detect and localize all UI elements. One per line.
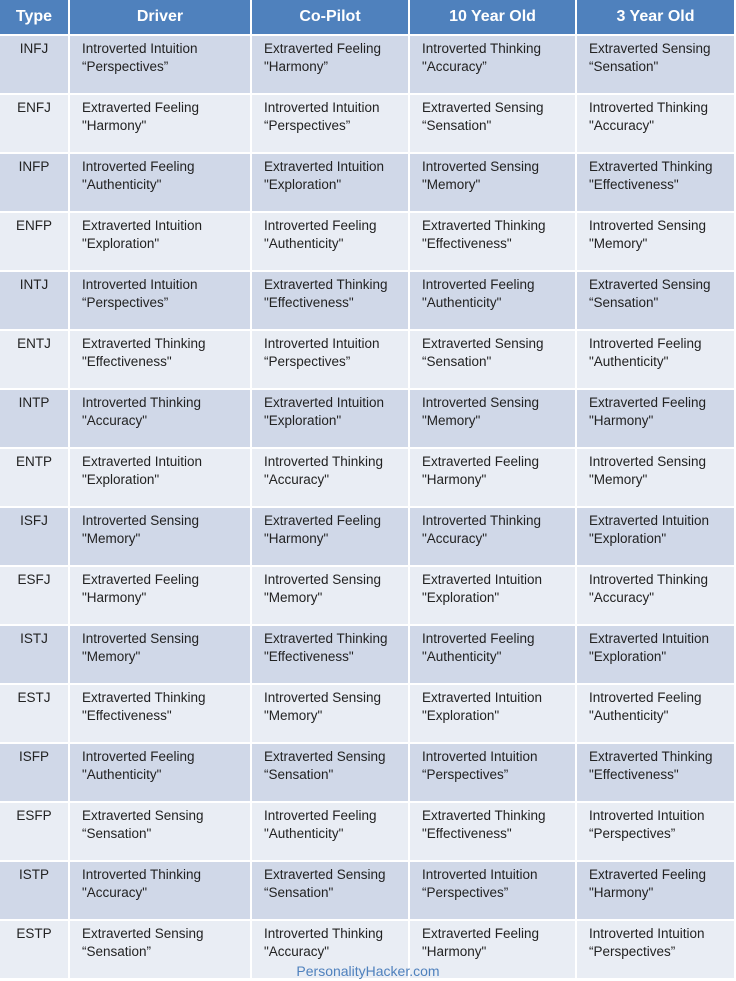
cell-co-pilot: [252, 36, 410, 95]
cell-co-pilot: [252, 803, 410, 862]
function-name: Introverted Feeling: [422, 631, 535, 646]
function-nickname: "Authenticity": [82, 767, 162, 782]
function-name: Extraverted Feeling: [82, 100, 200, 115]
function-name: Extraverted Sensing: [422, 100, 544, 115]
function-name: Extraverted Feeling: [589, 867, 707, 882]
cell-3-year-old: [577, 272, 736, 331]
cell-3-year-old: [577, 862, 736, 921]
function-nickname: “Sensation": [422, 354, 492, 369]
header-row: [0, 0, 736, 36]
cell-co-pilot: [252, 626, 410, 685]
function-name: Introverted Thinking: [264, 454, 384, 469]
cell-type: ENTJ: [0, 331, 70, 390]
cell-10-year-old: [410, 331, 577, 390]
cell-10-year-old: [410, 272, 577, 331]
function-name: Extraverted Intuition: [264, 159, 385, 174]
function-name: Introverted Thinking: [589, 100, 709, 115]
cell-driver: [70, 626, 252, 685]
function-name: Introverted Feeling: [264, 808, 377, 823]
function-nickname: "Exploration": [589, 649, 667, 664]
table-row: [0, 154, 736, 213]
function-name: Introverted Feeling: [82, 749, 195, 764]
cell-3-year-old: [577, 390, 736, 449]
function-name: Introverted Feeling: [589, 336, 702, 351]
function-nickname: “Sensation": [589, 59, 659, 74]
table-row: [0, 272, 736, 331]
cell-3-year-old: [577, 95, 736, 154]
cell-driver: [70, 154, 252, 213]
cell-driver: [70, 36, 252, 95]
function-nickname: "Accuracy": [264, 944, 330, 959]
function-nickname: "Effectiveness": [422, 236, 512, 251]
function-name: Extraverted Thinking: [422, 808, 546, 823]
table-row: [0, 508, 736, 567]
table-row: [0, 36, 736, 95]
table-row: [0, 331, 736, 390]
cell-driver: [70, 803, 252, 862]
function-name: Extraverted Thinking: [264, 631, 388, 646]
function-nickname: "Memory": [422, 177, 481, 192]
function-nickname: "Effectiveness": [264, 649, 354, 664]
function-name: Introverted Sensing: [422, 159, 540, 174]
cell-type: INFJ: [0, 36, 70, 95]
function-nickname: "Authenticity": [82, 177, 162, 192]
cell-type: ESTP: [0, 921, 70, 980]
cell-driver: [70, 272, 252, 331]
table-row: [0, 744, 736, 803]
function-name: Introverted Feeling: [589, 690, 702, 705]
function-nickname: "Accuracy": [82, 885, 148, 900]
header-driver: Driver: [70, 0, 252, 36]
cell-type: ISFP: [0, 744, 70, 803]
function-name: Introverted Intuition: [82, 277, 198, 292]
cell-type: INTP: [0, 390, 70, 449]
function-name: Introverted Thinking: [422, 41, 542, 56]
cell-10-year-old: [410, 213, 577, 272]
function-name: Introverted Feeling: [264, 218, 377, 233]
function-name: Introverted Sensing: [589, 454, 707, 469]
cell-10-year-old: [410, 154, 577, 213]
cell-driver: [70, 390, 252, 449]
function-nickname: “Perspectives”: [422, 767, 509, 782]
table-row: [0, 862, 736, 921]
function-nickname: "Exploration": [264, 413, 342, 428]
function-nickname: "Effectiveness": [589, 767, 679, 782]
function-name: Extraverted Intuition: [82, 454, 203, 469]
function-name: Extraverted Feeling: [264, 513, 382, 528]
function-nickname: "Exploration": [422, 590, 500, 605]
function-nickname: “Perspectives”: [264, 354, 351, 369]
function-nickname: "Harmony": [82, 590, 147, 605]
function-name: Extraverted Sensing: [422, 336, 544, 351]
cell-type: ISTP: [0, 862, 70, 921]
function-name: Extraverted Thinking: [264, 277, 388, 292]
cell-3-year-old: [577, 685, 736, 744]
cell-driver: [70, 449, 252, 508]
cell-10-year-old: [410, 862, 577, 921]
cell-3-year-old: [577, 508, 736, 567]
cell-driver: [70, 331, 252, 390]
function-name: Introverted Intuition: [264, 336, 380, 351]
function-nickname: “Sensation”: [82, 944, 152, 959]
cell-co-pilot: [252, 685, 410, 744]
function-name: Introverted Intuition: [264, 100, 380, 115]
cell-10-year-old: [410, 803, 577, 862]
table-row: [0, 95, 736, 154]
function-nickname: "Memory": [82, 531, 141, 546]
function-nickname: “Sensation": [264, 767, 334, 782]
watermark: PersonalityHacker.com: [296, 963, 440, 979]
cell-10-year-old: [410, 36, 577, 95]
function-name: Extraverted Thinking: [589, 749, 713, 764]
function-nickname: "Accuracy": [589, 590, 655, 605]
function-nickname: "Authenticity": [264, 826, 344, 841]
cell-co-pilot: [252, 95, 410, 154]
cell-co-pilot: [252, 508, 410, 567]
function-nickname: “Perspectives”: [589, 944, 676, 959]
cell-driver: [70, 685, 252, 744]
function-nickname: "Memory": [589, 472, 648, 487]
function-name: Introverted Sensing: [264, 572, 382, 587]
function-nickname: "Accuracy”: [422, 59, 487, 74]
table-row: [0, 803, 736, 862]
cell-co-pilot: [252, 862, 410, 921]
function-name: Introverted Thinking: [589, 572, 709, 587]
cell-3-year-old: [577, 744, 736, 803]
cell-type: ESTJ: [0, 685, 70, 744]
function-name: Introverted Sensing: [589, 218, 707, 233]
function-nickname: "Harmony”: [264, 59, 329, 74]
function-nickname: "Effectiveness": [589, 177, 679, 192]
function-name: Introverted Intuition: [589, 808, 705, 823]
function-nickname: "Authenticity": [589, 354, 669, 369]
cell-3-year-old: [577, 567, 736, 626]
function-name: Extraverted Sensing: [82, 808, 204, 823]
function-nickname: "Exploration": [82, 236, 160, 251]
header-3-year-old: 3 Year Old: [577, 0, 736, 36]
function-name: Extraverted Sensing: [589, 41, 711, 56]
cell-type: INFP: [0, 154, 70, 213]
function-nickname: “Perspectives”: [589, 826, 676, 841]
function-nickname: "Exploration": [82, 472, 160, 487]
function-name: Extraverted Feeling: [264, 41, 382, 56]
cell-type: ENFP: [0, 213, 70, 272]
function-name: Introverted Sensing: [82, 631, 200, 646]
function-name: Introverted Thinking: [422, 513, 542, 528]
function-name: Introverted Sensing: [422, 395, 540, 410]
cell-10-year-old: [410, 567, 577, 626]
function-name: Extraverted Sensing: [264, 867, 386, 882]
function-name: Introverted Intuition: [422, 867, 538, 882]
cell-co-pilot: [252, 390, 410, 449]
function-nickname: "Accuracy": [589, 118, 655, 133]
function-name: Extraverted Thinking: [589, 159, 713, 174]
cell-driver: [70, 508, 252, 567]
header-10-year-old: 10 Year Old: [410, 0, 577, 36]
cell-driver: [70, 567, 252, 626]
function-nickname: "Effectiveness": [82, 708, 172, 723]
function-nickname: "Authenticity": [589, 708, 669, 723]
table-row: [0, 567, 736, 626]
header-co-pilot: Co-Pilot: [252, 0, 410, 36]
function-nickname: “Sensation": [82, 826, 152, 841]
cell-co-pilot: [252, 331, 410, 390]
function-nickname: "Harmony": [589, 413, 654, 428]
cell-co-pilot: [252, 213, 410, 272]
cell-type: ESFP: [0, 803, 70, 862]
cell-10-year-old: [410, 95, 577, 154]
function-nickname: "Exploration": [264, 177, 342, 192]
function-nickname: "Accuracy": [82, 413, 148, 428]
header-type: Type: [0, 0, 70, 36]
cell-10-year-old: [410, 449, 577, 508]
cell-type: INTJ: [0, 272, 70, 331]
function-name: Extraverted Thinking: [82, 336, 206, 351]
table-body: [0, 36, 736, 980]
cell-10-year-old: [410, 508, 577, 567]
cell-driver: [70, 95, 252, 154]
function-nickname: "Memory": [422, 413, 481, 428]
cell-co-pilot: [252, 272, 410, 331]
function-name: Extraverted Sensing: [589, 277, 711, 292]
function-name: Extraverted Feeling: [422, 926, 540, 941]
table-row: [0, 626, 736, 685]
cell-3-year-old: [577, 803, 736, 862]
function-name: Introverted Thinking: [82, 867, 202, 882]
function-name: Extraverted Thinking: [82, 690, 206, 705]
function-nickname: "Effectiveness": [82, 354, 172, 369]
function-nickname: "Authenticity": [264, 236, 344, 251]
function-name: Extraverted Intuition: [264, 395, 385, 410]
function-nickname: “Perspectives”: [264, 118, 351, 133]
function-name: Introverted Feeling: [422, 277, 535, 292]
function-nickname: “Sensation": [264, 885, 334, 900]
function-name: Introverted Sensing: [82, 513, 200, 528]
cell-10-year-old: [410, 685, 577, 744]
function-nickname: "Harmony": [422, 472, 487, 487]
function-nickname: "Memory": [264, 590, 323, 605]
function-nickname: “Perspectives”: [82, 59, 169, 74]
cell-type: ESFJ: [0, 567, 70, 626]
function-nickname: "Harmony": [422, 944, 487, 959]
cell-type: ENFJ: [0, 95, 70, 154]
cell-co-pilot: [252, 567, 410, 626]
function-name: Extraverted Intuition: [589, 631, 710, 646]
cell-driver: [70, 744, 252, 803]
cell-3-year-old: [577, 36, 736, 95]
cell-10-year-old: [410, 390, 577, 449]
table-row: [0, 213, 736, 272]
function-nickname: “Sensation": [589, 295, 659, 310]
function-name: Extraverted Sensing: [264, 749, 386, 764]
function-name: Introverted Intuition: [82, 41, 198, 56]
function-nickname: "Harmony": [264, 531, 329, 546]
cell-10-year-old: [410, 626, 577, 685]
function-nickname: "Harmony": [589, 885, 654, 900]
cell-10-year-old: [410, 744, 577, 803]
function-name: Introverted Thinking: [264, 926, 384, 941]
function-nickname: “Perspectives”: [422, 885, 509, 900]
function-name: Introverted Intuition: [589, 926, 705, 941]
function-nickname: "Memory": [589, 236, 648, 251]
function-name: Extraverted Feeling: [82, 572, 200, 587]
cell-type: ISTJ: [0, 626, 70, 685]
cell-3-year-old: [577, 449, 736, 508]
function-nickname: "Effectiveness": [422, 826, 512, 841]
cell-3-year-old: [577, 154, 736, 213]
function-nickname: "Effectiveness": [264, 295, 354, 310]
cell-type: ISFJ: [0, 508, 70, 567]
function-nickname: "Authenticity": [422, 649, 502, 664]
table-row: [0, 390, 736, 449]
function-name: Introverted Sensing: [264, 690, 382, 705]
function-nickname: “Sensation": [422, 118, 492, 133]
function-nickname: “Perspectives”: [82, 295, 169, 310]
function-nickname: "Exploration": [589, 531, 667, 546]
function-nickname: "Memory": [264, 708, 323, 723]
cell-type: ENTP: [0, 449, 70, 508]
table-row: [0, 685, 736, 744]
function-nickname: "Harmony": [82, 118, 147, 133]
function-nickname: "Authenticity": [422, 295, 502, 310]
cell-driver: [70, 213, 252, 272]
cell-co-pilot: [252, 744, 410, 803]
function-name: Extraverted Intuition: [422, 572, 543, 587]
function-name: Extraverted Intuition: [589, 513, 710, 528]
function-nickname: "Accuracy": [422, 531, 488, 546]
function-name: Introverted Feeling: [82, 159, 195, 174]
function-name: Extraverted Feeling: [589, 395, 707, 410]
cell-co-pilot: [252, 154, 410, 213]
function-nickname: "Memory": [82, 649, 141, 664]
function-name: Extraverted Feeling: [422, 454, 540, 469]
table-row: [0, 449, 736, 508]
cell-driver: [70, 862, 252, 921]
cell-3-year-old: [577, 331, 736, 390]
function-name: Extraverted Intuition: [422, 690, 543, 705]
cell-3-year-old: [577, 213, 736, 272]
function-name: Introverted Intuition: [422, 749, 538, 764]
function-name: Extraverted Intuition: [82, 218, 203, 233]
cell-3-year-old: [577, 626, 736, 685]
cell-co-pilot: [252, 449, 410, 508]
function-name: Introverted Thinking: [82, 395, 202, 410]
function-nickname: "Exploration": [422, 708, 500, 723]
function-name: Extraverted Sensing: [82, 926, 204, 941]
function-name: Extraverted Thinking: [422, 218, 546, 233]
function-nickname: "Accuracy": [264, 472, 330, 487]
